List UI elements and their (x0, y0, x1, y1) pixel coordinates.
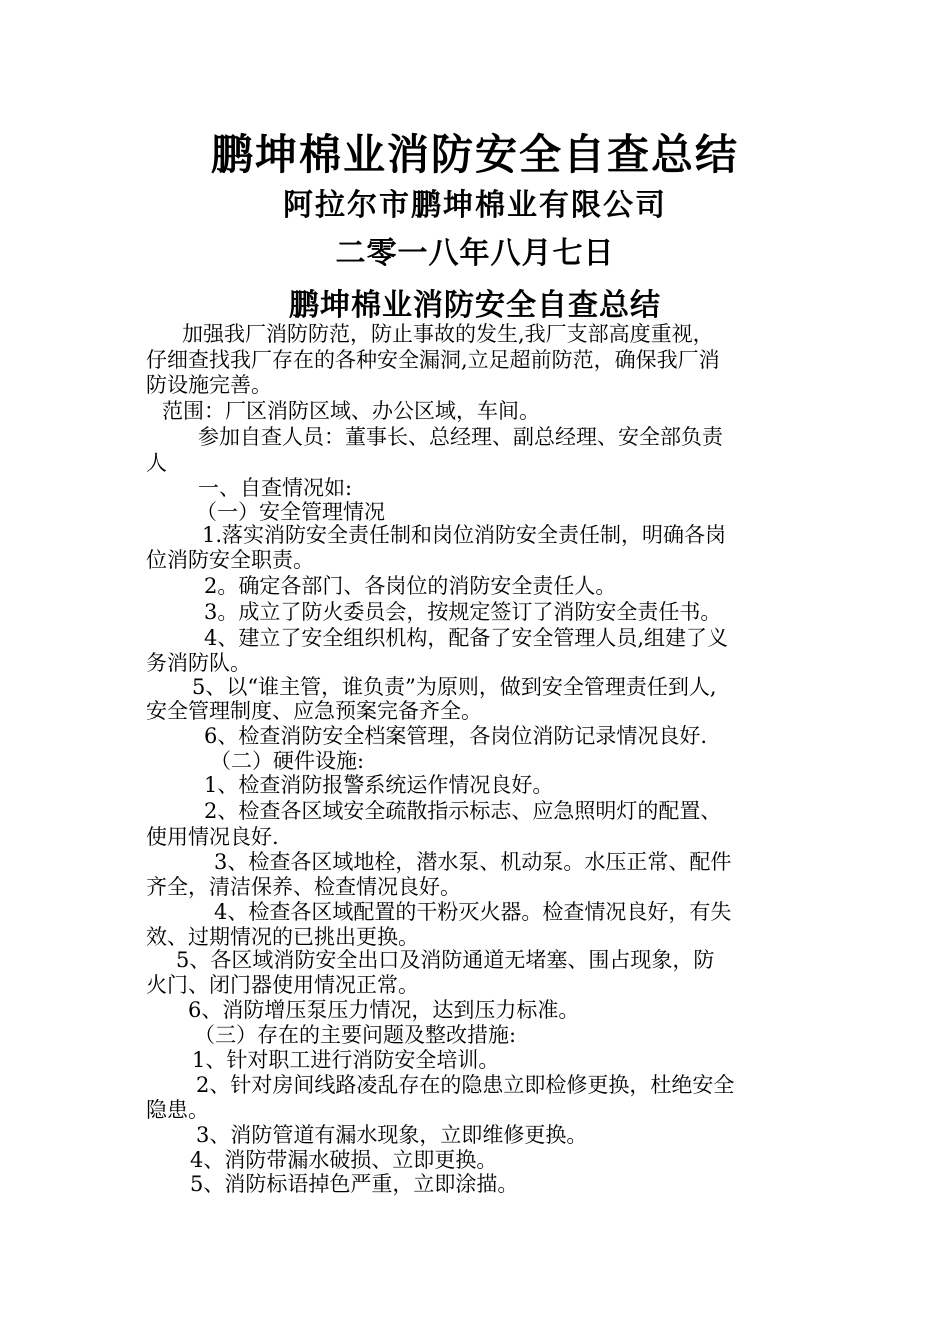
body-line: 安全管理制度、应急预案完备齐全。 (146, 699, 482, 723)
body-line: 隐患。 (146, 1098, 209, 1122)
body-line: 仔细查找我厂存在的各种安全漏洞,立足超前防范，确保我厂消 (146, 348, 720, 372)
body-line: 5、各区域消防安全出口及消防通道无堵塞、围占现象，防 (176, 948, 715, 972)
body-line: 加强我厂消防防范，防止事故的发生,我厂支部高度重视， (182, 322, 714, 346)
company-name: 阿拉尔市鹏坤棉业有限公司 (283, 188, 667, 223)
body-line: 6、检查消防安全档案管理，各岗位消防记录情况良好. (204, 724, 708, 748)
body-line: 1、检查消防报警系统运作情况良好。 (204, 773, 554, 797)
body-line: 参加自查人员：董事长、总经理、副总经理、安全部负责 (198, 425, 723, 449)
body-line: 人 (146, 451, 167, 475)
body-line: 1.落实消防安全责任制和岗位消防安全责任制，明确各岗 (202, 523, 727, 547)
body-line: 4、建立了安全组织机构，配备了安全管理人员,组建了义 (204, 626, 729, 650)
body-line: 火门、闭门器使用情况正常。 (146, 973, 419, 997)
body-line: 2。确定各部门、各岗位的消防安全责任人。 (204, 574, 617, 598)
body-line: 使用情况良好. (146, 825, 279, 849)
section-heading: 鹏坤棉业消防安全自查总结 (289, 288, 661, 323)
body-line: 4、检查各区域配置的干粉灭火器。检查情况良好，有失 (214, 900, 732, 924)
document-title: 鹏坤棉业消防安全自查总结 (210, 130, 739, 179)
body-line: 6、消防增压泵压力情况，达到压力标准。 (188, 998, 580, 1022)
body-line: 防设施完善。 (146, 373, 272, 397)
body-line: 2、针对房间线路凌乱存在的隐患立即检修更换，杜绝安全 (196, 1073, 735, 1097)
body-line: 5、消防标语掉色严重，立即涂描。 (190, 1172, 519, 1196)
body-line: 3。成立了防火委员会，按规定签订了消防安全责任书。 (204, 600, 722, 624)
body-line: 效、过期情况的已挑出更换。 (146, 925, 419, 949)
body-line: 位消防安全职责。 (146, 548, 314, 572)
document-date: 二零一八年八月七日 (335, 236, 615, 271)
body-line: 3、消防管道有漏水现象，立即维修更换。 (196, 1123, 588, 1147)
body-line: （三）存在的主要问题及整改措施: (194, 1023, 517, 1047)
body-line: 务消防队。 (146, 651, 251, 675)
body-line: 1、针对职工进行消防安全培训。 (192, 1048, 500, 1072)
body-line: 齐全，清洁保养、检查情况良好。 (146, 875, 461, 899)
body-line: （二）硬件设施: (210, 749, 365, 773)
body-line: 2、检查各区域安全疏散指示标志、应急照明灯的配置、 (204, 799, 722, 823)
body-line: 范围：厂区消防区域、办公区域，车间。 (162, 399, 540, 423)
body-line: 5、以“谁主管，谁负责”为原则，做到安全管理责任到人, (192, 675, 717, 699)
body-line: 4、消防带漏水破损、立即更换。 (190, 1148, 498, 1172)
body-line: 一、自查情况如: (198, 476, 353, 500)
body-line: （一）安全管理情况 (196, 500, 385, 524)
body-line: 3、检查各区域地栓，潜水泵、机动泵。水压正常、配件 (214, 850, 732, 874)
